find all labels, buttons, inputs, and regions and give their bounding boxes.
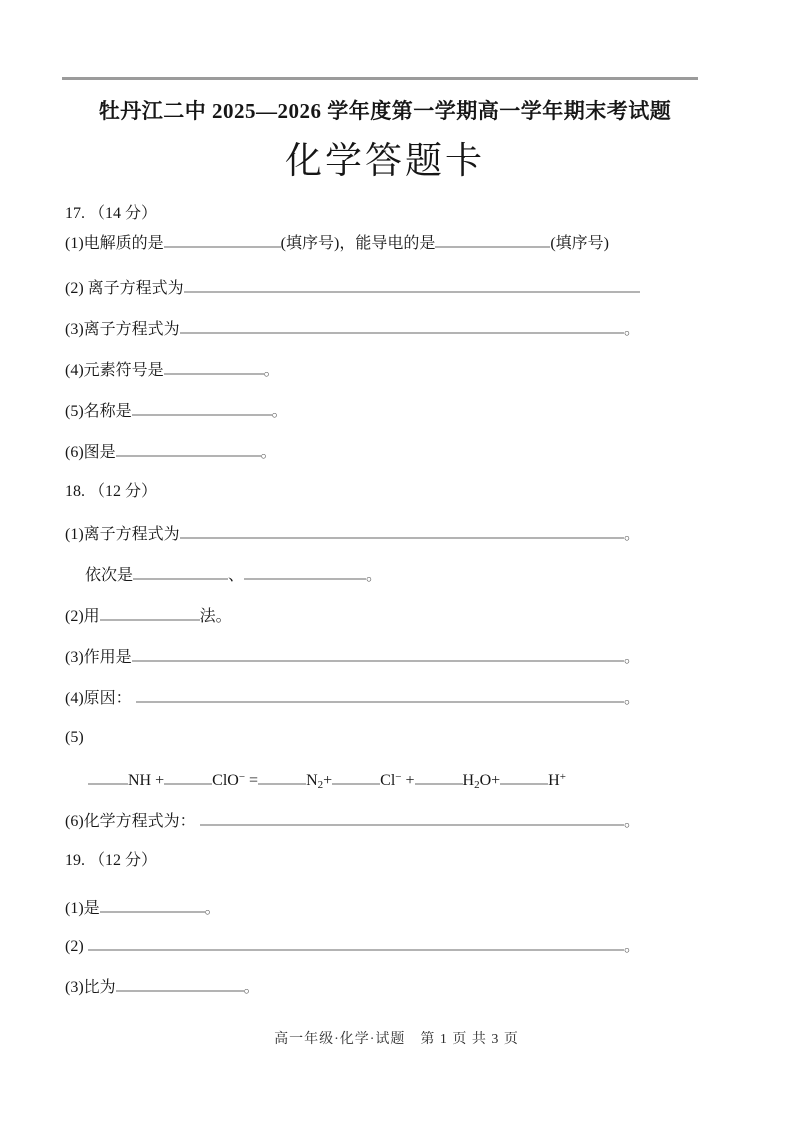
header-rule bbox=[62, 77, 698, 80]
q19-item-2 bbox=[65, 934, 640, 956]
answer-blank[interactable] bbox=[244, 563, 366, 580]
q18-heading bbox=[65, 481, 640, 503]
period: 。 bbox=[623, 938, 640, 955]
item-label: (1)离子方程式为 bbox=[65, 526, 180, 543]
period: 。 bbox=[243, 979, 260, 996]
answer-blank[interactable] bbox=[136, 686, 624, 703]
question-number: 19. （12 分） bbox=[65, 852, 158, 869]
period: 。 bbox=[366, 567, 383, 584]
q17-heading bbox=[65, 203, 640, 225]
q19-heading bbox=[65, 850, 640, 872]
page-footer: 高一年级·化学·试题 第 1 页 共 3 页 bbox=[274, 1032, 519, 1047]
item-label: 法。 bbox=[199, 608, 232, 625]
answer-blank[interactable] bbox=[200, 809, 624, 826]
item-label: 依次是 bbox=[85, 567, 134, 584]
answer-blank[interactable] bbox=[132, 645, 624, 662]
operator: + bbox=[151, 772, 165, 789]
q17-item-2 bbox=[65, 276, 640, 298]
period: 。 bbox=[260, 444, 277, 461]
answer-blank[interactable] bbox=[116, 440, 261, 457]
item-label: (1)是 bbox=[65, 900, 100, 917]
q17-item-6 bbox=[65, 440, 640, 462]
coefficient-blank[interactable] bbox=[258, 768, 306, 785]
q18-item-6 bbox=[65, 809, 640, 831]
q17-item-3 bbox=[65, 317, 640, 339]
coefficient-blank[interactable] bbox=[88, 768, 128, 785]
item-label: (6)化学方程式为： bbox=[65, 813, 200, 830]
q19-item-3 bbox=[65, 975, 640, 997]
formula: Cl− + bbox=[380, 771, 415, 789]
answer-blank[interactable] bbox=[116, 975, 244, 992]
answer-blank[interactable] bbox=[100, 896, 205, 913]
operator: = bbox=[245, 772, 259, 789]
coefficient-blank[interactable] bbox=[415, 768, 463, 785]
q17-item-4 bbox=[65, 358, 640, 380]
answer-blank[interactable] bbox=[164, 231, 281, 248]
answer-blank[interactable] bbox=[132, 399, 272, 416]
item-label: (3)作用是 bbox=[65, 649, 132, 666]
coefficient-blank[interactable] bbox=[500, 768, 548, 785]
item-label: (5)名称是 bbox=[65, 403, 132, 420]
page-title: 化学答题卡 bbox=[285, 141, 485, 182]
answer-blank[interactable] bbox=[100, 604, 200, 621]
exam-header: 牡丹江二中 2025—2026 学年度第一学期高一学年期末考试题 bbox=[98, 99, 672, 123]
period: 。 bbox=[623, 321, 640, 338]
answer-blank[interactable] bbox=[133, 563, 228, 580]
q18-item-4 bbox=[65, 686, 640, 708]
period: 。 bbox=[623, 526, 640, 543]
period: 。 bbox=[623, 649, 640, 666]
answer-blank[interactable] bbox=[164, 358, 264, 375]
answer-blank[interactable] bbox=[184, 276, 640, 293]
item-label: (4)原因： bbox=[65, 690, 136, 707]
item-label: (3)离子方程式为 bbox=[65, 321, 180, 338]
period: 。 bbox=[623, 690, 640, 707]
coefficient-blank[interactable] bbox=[332, 768, 380, 785]
period: 。 bbox=[623, 813, 640, 830]
period: 。 bbox=[204, 900, 221, 917]
item-label: (1)电解质的是 bbox=[65, 235, 164, 252]
item-label: (4)元素符号是 bbox=[65, 362, 164, 379]
question-number: 18. （12 分） bbox=[65, 483, 158, 500]
questions-area bbox=[65, 203, 640, 997]
formula: NH bbox=[128, 772, 152, 789]
q18-item-1-continued bbox=[65, 563, 640, 585]
q18-item-2 bbox=[65, 604, 640, 626]
answer-blank[interactable] bbox=[180, 522, 624, 539]
item-label: (填序号)，能导电的是 bbox=[280, 235, 436, 252]
q18-equation bbox=[65, 768, 640, 790]
formula: $N_2+$ bbox=[306, 772, 333, 791]
period: 。 bbox=[271, 403, 288, 420]
q18-item-5 bbox=[65, 727, 640, 749]
q18-item-1 bbox=[65, 522, 640, 544]
item-label: (填序号) bbox=[550, 235, 610, 252]
formula: $H_2O+$ bbox=[462, 772, 501, 791]
item-label: (2) 离子方程式为 bbox=[65, 280, 184, 297]
coefficient-blank[interactable] bbox=[164, 768, 212, 785]
formula: H+ bbox=[548, 771, 566, 789]
period: 。 bbox=[263, 362, 280, 379]
question-number: 17. （14 分） bbox=[65, 205, 158, 222]
formula: ClO− bbox=[212, 771, 246, 789]
answer-blank[interactable] bbox=[88, 934, 624, 951]
answer-blank[interactable] bbox=[180, 317, 624, 334]
item-label: (5) bbox=[65, 729, 84, 746]
q17-item-1 bbox=[65, 231, 640, 253]
answer-blank[interactable] bbox=[435, 231, 550, 248]
separator: 、 bbox=[228, 567, 245, 584]
item-label: (2) bbox=[65, 938, 88, 955]
q18-item-3 bbox=[65, 645, 640, 667]
q19-item-1 bbox=[65, 896, 640, 918]
item-label: (2)用 bbox=[65, 608, 100, 625]
item-label: (3)比为 bbox=[65, 979, 116, 996]
item-label: (6)图是 bbox=[65, 444, 116, 461]
q17-item-5 bbox=[65, 399, 640, 421]
